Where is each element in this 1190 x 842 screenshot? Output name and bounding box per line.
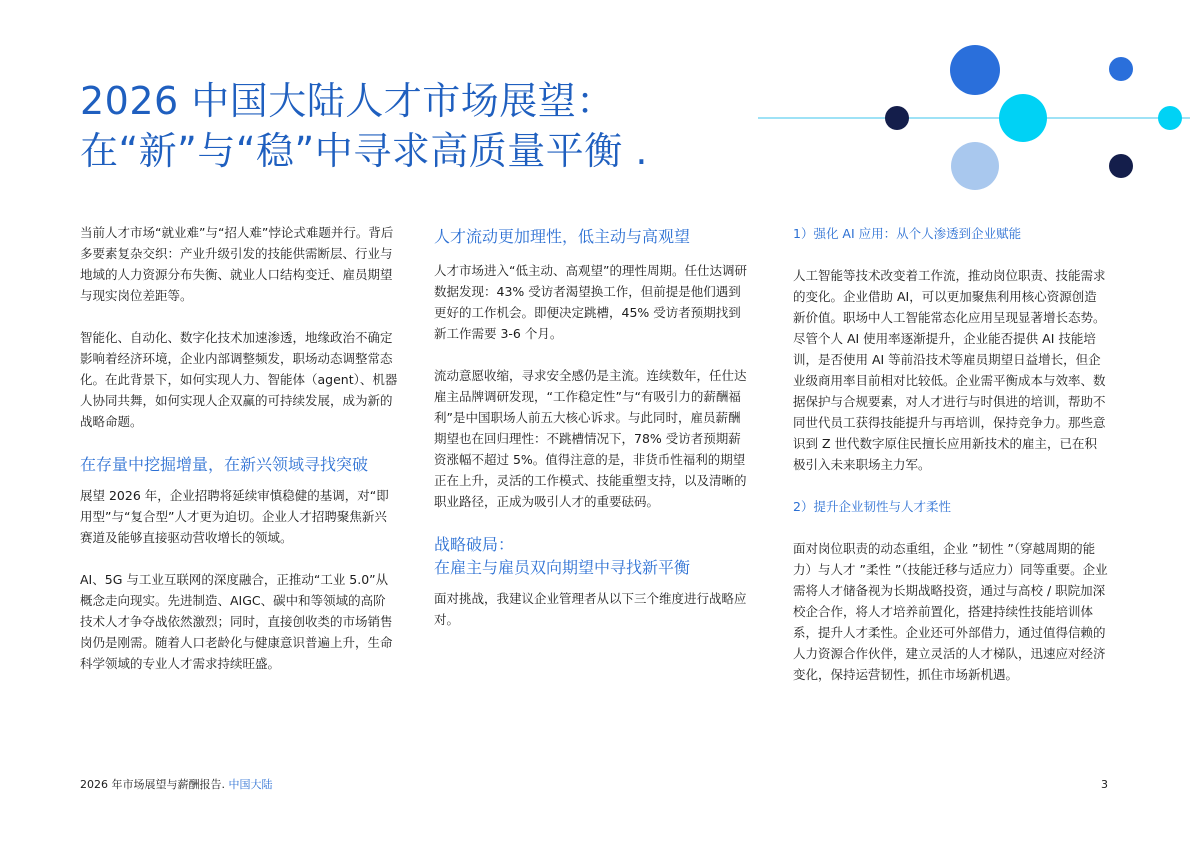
col2-paragraph-1: 人才市场进入“低主动、高观望”的理性周期。任仕达调研数据发现：43% 受访者渴望换工作，但前提是他们遇到更好的工作机会。即便决定跳槽，45% 受访者预期找到新工作需要 3-6 个月。 bbox=[434, 263, 747, 341]
col3-subheading-1: 1）强化 AI 应用：从个人渗透到企业赋能 bbox=[793, 226, 1022, 241]
footer-report-name bbox=[80, 777, 272, 793]
decorative-dots-graphic bbox=[750, 30, 1190, 200]
dot-blue-large bbox=[950, 45, 1000, 95]
dot-cyan-large bbox=[999, 94, 1047, 142]
title-line-1: 2026 中国大陆人才市场展望： bbox=[80, 79, 615, 123]
col1-paragraph-4: AI、5G 与工业互联网的深度融合，正推动“工业 5.0”从概念走向现实。先进制造、AIGC、碳中和等领域的高阶技术人才争夺战依然激烈；同时，直接创收类的市场销售岗仍是刚需。随着人口老龄化与健康意识普遍上升，生命科学领域的专业人才需求持续旺盛。 bbox=[80, 572, 393, 671]
dot-blue-small bbox=[1109, 57, 1133, 81]
page-number: 3 bbox=[1101, 778, 1108, 791]
column-3 bbox=[793, 222, 1108, 685]
col3-subheading-2: 2）提升企业韧性与人才柔性 bbox=[793, 499, 951, 514]
col2-heading-2-line-1: 战略破局： bbox=[434, 535, 515, 554]
col1-section-heading: 在存量中挖掘增量，在新兴领域寻找突破 bbox=[80, 455, 369, 474]
dot-navy-left bbox=[885, 106, 909, 130]
col2-paragraph-3: 面对挑战，我建议企业管理者从以下三个维度进行战略应对。 bbox=[434, 591, 747, 627]
col2-heading-2-line-2: 在雇主与雇员双向期望中寻找新平衡 bbox=[434, 558, 691, 577]
page-title bbox=[80, 76, 648, 176]
col2-section-heading-1: 人才流动更加理性，低主动与高观望 bbox=[434, 227, 691, 246]
column-1 bbox=[80, 222, 398, 674]
col1-paragraph-2: 智能化、自动化、数字化技术加速渗透，地缘政治不确定影响着经济环境，企业内部调整频发，职场动态调整常态化。在此背景下，如何实现人力、智能体（agent）、机器人协同共舞，如何实现人企双赢的可持续发展，成为新的战略命题。 bbox=[80, 330, 398, 429]
col3-paragraph-1: 人工智能等技术改变着工作流，推动岗位职责、技能需求的变化。企业借助 AI，可以更加聚焦利用核心资源创造新价值。职场中人工智能常态化应用呈现显著增长态势。尽管个人 AI 使用率逐渐提升，企业能否提供 AI 技能培训，是否使用 AI 等前沿技术等雇员期望日益增长，但企业级商用率目前相对比较低。企业需平衡成本与效率、数据保护与合规要素，对人才进行与时俱进的培训，帮助不同世代员工获得技能提升与再培训，保持竞争力。那些意识到 Z 世代数字原住民擅长应用新技术的雇主，已在积极引入未来职场主力军。 bbox=[793, 268, 1106, 472]
footer-region: 中国大陆 bbox=[228, 778, 273, 791]
title-line-2: 在“新”与“稳”中寻求高质量平衡 . bbox=[80, 129, 648, 173]
col2-paragraph-2: 流动意愿收缩，寻求安全感仍是主流。连续数年，任仕达雇主品牌调研发现，“工作稳定性”与“有吸引力的薪酬福利”是中国职场人前五大核心诉求。与此同时，雇员薪酬期望也在回归理性：不跳槽情况下，78% 受访者预期薪资涨幅不超过 5%。值得注意的是，非货币性福利的期望正在上升，灵活的工作模式、技能重塑支持，以及清晰的职业路径，正成为吸引人才的重要砝码。 bbox=[434, 368, 747, 509]
col1-paragraph-1: 当前人才市场“就业难”与“招人难”悖论式难题并行。背后多要素复杂交织：产业升级引发的技能供需断层、行业与地域的人力资源分布失衡、就业人口结构变迁、雇员期望与现实岗位差距等。 bbox=[80, 225, 394, 303]
footer-report-title: 2026 年市场展望与薪酬报告. bbox=[80, 778, 229, 791]
dot-navy-right bbox=[1109, 154, 1133, 178]
col2-section-heading-2 bbox=[434, 533, 752, 579]
dot-cyan-small bbox=[1158, 106, 1182, 130]
dot-lightblue bbox=[951, 142, 999, 190]
col3-paragraph-2: 面对岗位职责的动态重组，企业 ”韧性 ”（穿越周期的能力）与人才 ”柔性 ”（技能迁移与适应力）同等重要。企业需将人才储备视为长期战略投资，通过与高校 / 职院加深校企合作，将人才培养前置化，搭建持续性技能培训体系，提升人才柔性。企业还可外部借力，通过值得信赖的人力资源合作伙伴，建立灵活的人才梯队，迅速应对经济变化，保持运营韧性，抓住市场新机遇。 bbox=[793, 541, 1108, 682]
column-2 bbox=[434, 222, 752, 630]
col1-paragraph-3: 展望 2026 年，企业招聘将延续审慎稳健的基调，对“即用型”与“复合型”人才更为迫切。企业人才招聘聚焦新兴赛道及能够直接驱动营收增长的领域。 bbox=[80, 488, 389, 545]
